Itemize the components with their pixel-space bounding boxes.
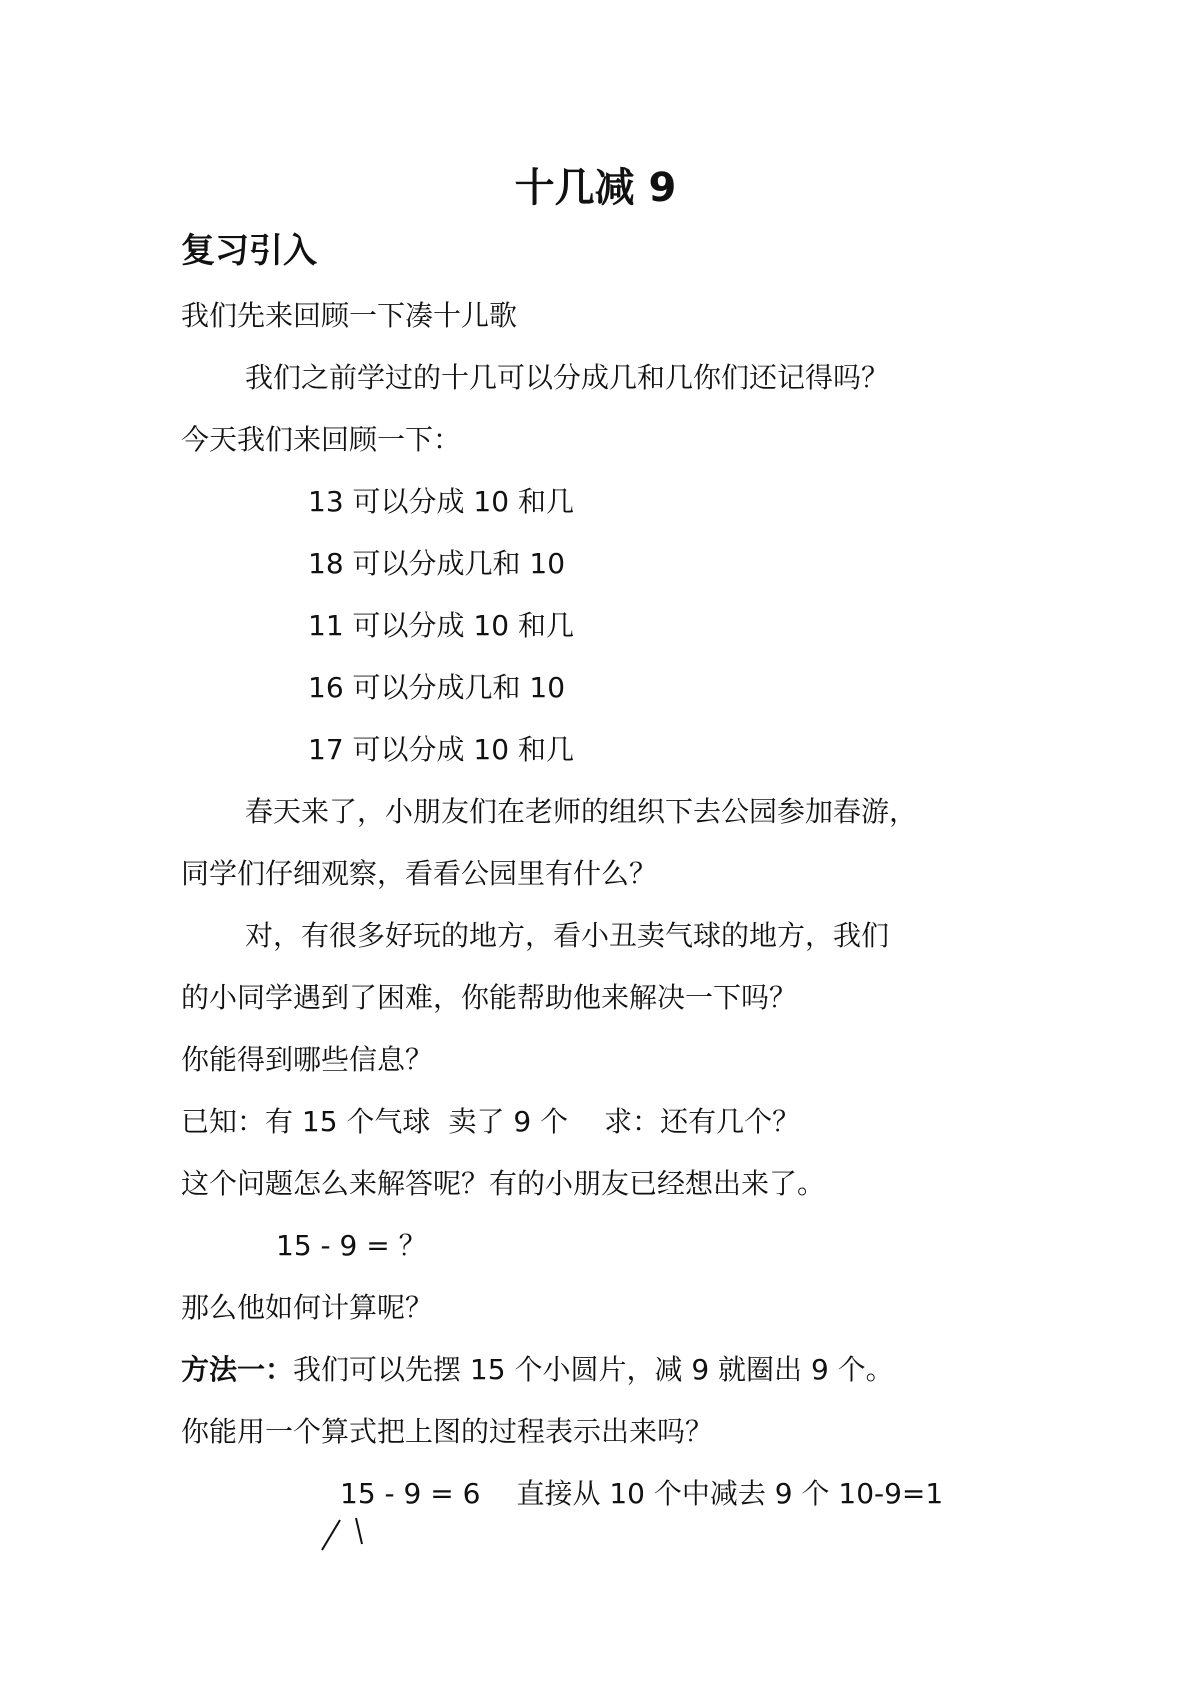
list-item: 16 可以分成几和 10 <box>308 671 566 704</box>
equation-answer-row <box>340 1476 943 1512</box>
paragraph-clown-line1: 对，有很多好玩的地方，看小丑卖气球的地方，我们 <box>245 919 890 952</box>
decomposition-strokes <box>318 1516 378 1556</box>
method-label: 方法一： <box>181 1353 294 1386</box>
paragraph-method-one <box>181 1352 894 1388</box>
list-item: 17 可以分成 10 和几 <box>308 733 574 766</box>
method-text: 我们可以先摆 15 个小圆片，减 9 就圈出 9 个。 <box>293 1353 894 1386</box>
paragraph-intro: 我们先来回顾一下凑十儿歌 <box>181 299 518 332</box>
paragraph-how-calc: 那么他如何计算呢？ <box>181 1291 434 1324</box>
known-ask: 求：还有几个？ <box>604 1105 801 1138</box>
equation-note: 直接从 10 个中减去 9 个 10-9=1 <box>516 1477 944 1510</box>
paragraph-question: 我们之前学过的十几可以分成几和几你们还记得吗？ <box>245 361 890 394</box>
paragraph-info-question: 你能得到哪些信息？ <box>181 1043 434 1076</box>
known-sold: 卖了 9 个 <box>448 1105 569 1138</box>
split-right-stroke <box>356 1518 362 1544</box>
paragraph-known <box>181 1104 800 1140</box>
section-heading: 复习引入 <box>181 231 317 271</box>
paragraph-expression: 你能用一个算式把上图的过程表示出来吗？ <box>181 1415 714 1448</box>
paragraph-spring-line2: 同学们仔细观察，看看公园里有什么？ <box>181 857 658 890</box>
equation-question: 15 - 9 = ？ <box>276 1229 427 1262</box>
paragraph-clown-line2: 的小同学遇到了困难，你能帮助他来解决一下吗？ <box>181 981 798 1014</box>
page-title: 十几减 9 <box>514 165 677 211</box>
known-label: 已知：有 15 个气球 <box>181 1105 431 1138</box>
list-item: 18 可以分成几和 10 <box>308 547 566 580</box>
paragraph-how-solve: 这个问题怎么来解答呢？有的小朋友已经想出来了。 <box>181 1167 826 1200</box>
paragraph-spring-line1: 春天来了，小朋友们在老师的组织下去公园参加春游， <box>245 795 918 828</box>
paragraph-review: 今天我们来回顾一下： <box>181 423 462 456</box>
list-item: 11 可以分成 10 和几 <box>308 609 574 642</box>
split-left-stroke <box>322 1520 340 1550</box>
list-item: 13 可以分成 10 和几 <box>308 485 574 518</box>
equation-answer: 15 - 9 = 6 <box>340 1477 481 1510</box>
